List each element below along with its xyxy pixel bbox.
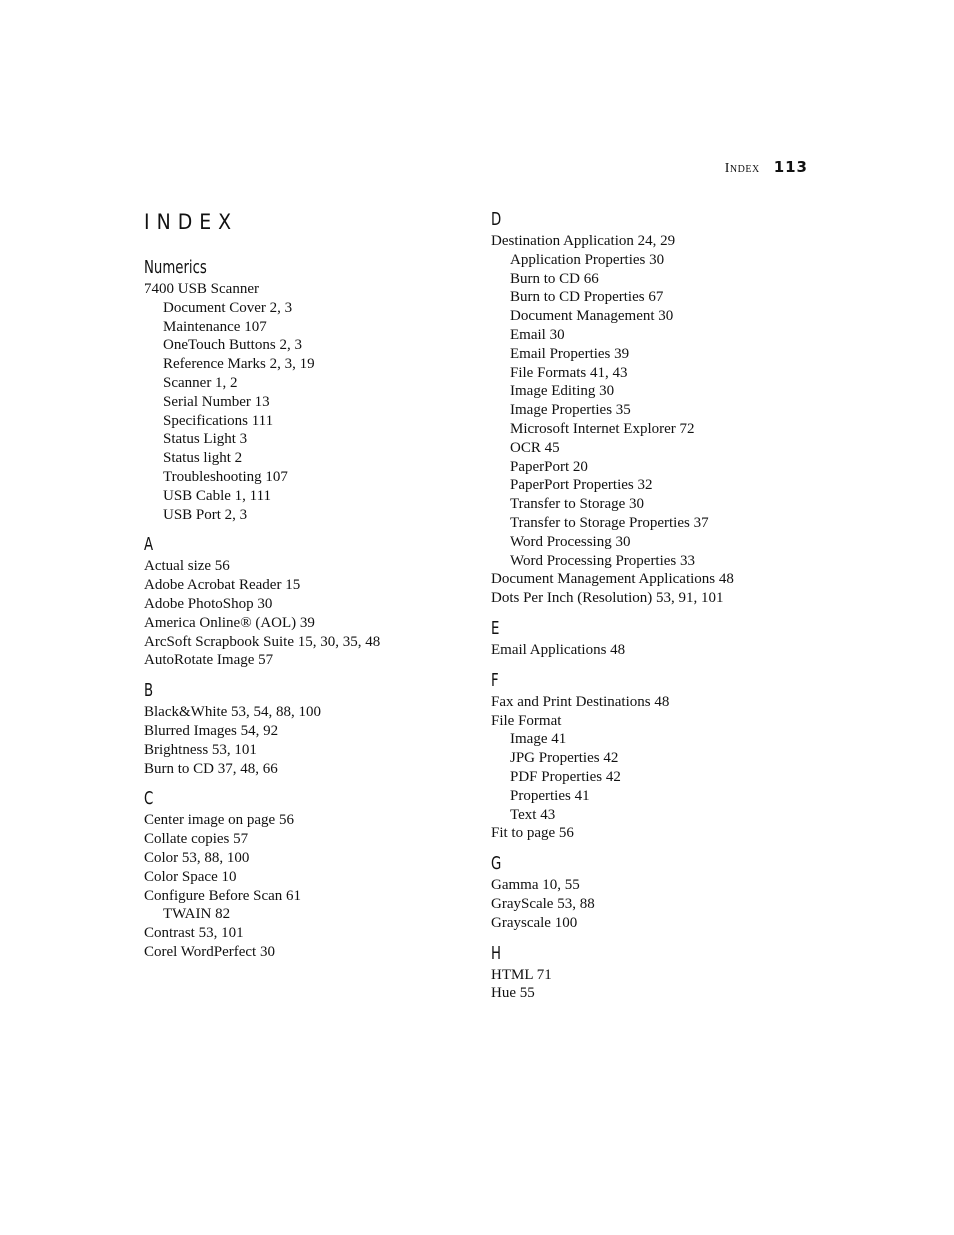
index-letter-heading: A	[144, 534, 154, 556]
index-subentry: PDF Properties 42	[510, 768, 621, 785]
index-letter-heading: B	[144, 680, 154, 702]
index-subentry: Transfer to Storage Properties 37	[510, 514, 709, 531]
index-entry: Hue 55	[491, 985, 535, 1002]
index-subentry: Specifications 111	[163, 412, 274, 429]
index-subentry: Maintenance 107	[163, 318, 267, 335]
index-letter-heading: Numerics	[144, 257, 207, 278]
index-subentry: OCR 45	[510, 439, 560, 456]
index-entry: Blurred Images 54, 92	[144, 722, 279, 739]
index-letter-heading: G	[491, 853, 502, 875]
index-subentry: Email 30	[510, 326, 565, 343]
index-entry: Configure Before Scan 61	[144, 887, 302, 904]
index-subentry: TWAIN 82	[163, 906, 231, 923]
index-subentry: Image Editing 30	[510, 383, 615, 400]
index-subentry: Image 41	[510, 731, 567, 748]
index-letter-heading: C	[144, 788, 154, 810]
index-entry: Email Applications 48	[491, 641, 626, 658]
index-entry: Dots Per Inch (Resolution) 53, 91, 101	[491, 590, 724, 607]
index-column-right	[491, 208, 811, 1003]
index-entry: AutoRotate Image 57	[144, 652, 274, 669]
index-subentry: Email Properties 39	[510, 345, 630, 362]
index-subentry: Application Properties 30	[510, 251, 665, 268]
index-subentry: Serial Number 13	[163, 393, 270, 410]
index-subentry: OneTouch Buttons 2, 3	[163, 337, 302, 354]
index-subentry: Image Properties 35	[510, 402, 631, 419]
index-subentry: JPG Properties 42	[510, 750, 619, 767]
index-entry: Document Management Applications 48	[491, 571, 734, 588]
index-subentry: Properties 41	[510, 787, 590, 804]
index-subentry: Burn to CD 66	[510, 270, 599, 287]
index-letter-heading: E	[491, 617, 500, 639]
index-subentry: Troubleshooting 107	[163, 468, 288, 485]
index-entry: Color Space 10	[144, 868, 237, 885]
index-entry: Collate copies 57	[144, 831, 249, 848]
index-entry: 7400 USB Scanner	[144, 281, 259, 297]
running-header-title: Index	[724, 161, 760, 176]
index-entry: Contrast 53, 101	[144, 925, 244, 942]
index-column-left	[144, 256, 474, 962]
index-subentry: Transfer to Storage 30	[510, 496, 645, 513]
index-entry: Black&White 53, 54, 88, 100	[144, 704, 322, 721]
index-entry: Fax and Print Destinations 48	[491, 693, 670, 710]
index-subentry: Status light 2	[163, 450, 243, 467]
index-subentry: File Formats 41, 43	[510, 364, 628, 381]
index-subentry: PaperPort Properties 32	[510, 477, 653, 494]
index-subentry: USB Cable 1, 111	[163, 487, 272, 504]
index-subentry: PaperPort 20	[510, 458, 588, 475]
index-subentry: Microsoft Internet Explorer 72	[510, 420, 695, 437]
index-letter-heading: D	[491, 209, 502, 230]
index-entry: HTML 71	[491, 966, 552, 983]
index-subentry: Document Cover 2, 3	[163, 299, 293, 316]
index-title: INDEX	[144, 210, 239, 234]
index-letter-heading: F	[491, 669, 499, 691]
running-header	[725, 158, 808, 178]
index-entry: Destination Application 24, 29	[491, 233, 676, 249]
page-number: 113	[773, 158, 808, 176]
index-subentry: Text 43	[510, 806, 556, 823]
index-subentry: Word Processing 30	[510, 533, 631, 550]
index-entry: Gamma 10, 55	[491, 877, 580, 894]
index-entry: Adobe PhotoShop 30	[144, 595, 273, 612]
index-subentry: Document Management 30	[510, 308, 674, 325]
index-entry: GrayScale 53, 88	[491, 895, 595, 912]
index-entry: Actual size 56	[144, 558, 230, 575]
index-entry: Burn to CD 37, 48, 66	[144, 760, 278, 777]
index-entry: ArcSoft Scrapbook Suite 15, 30, 35, 48	[144, 633, 381, 650]
index-subentry: USB Port 2, 3	[163, 506, 248, 523]
index-entry: Center image on page 56	[144, 812, 294, 829]
index-subentry: Burn to CD Properties 67	[510, 289, 664, 306]
index-subentry: Reference Marks 2, 3, 19	[163, 356, 315, 373]
index-subentry: Scanner 1, 2	[163, 374, 238, 391]
index-letter-heading: H	[491, 942, 501, 964]
index-subentry: Status Light 3	[163, 431, 248, 448]
index-entry: America Online® (AOL) 39	[144, 614, 315, 631]
index-entry: Fit to page 56	[491, 825, 574, 842]
index-subentry: Word Processing Properties 33	[510, 552, 696, 569]
index-entry: Grayscale 100	[491, 914, 578, 931]
index-entry: Corel WordPerfect 30	[144, 943, 275, 960]
index-entry: File Format	[491, 712, 562, 729]
index-entry: Color 53, 88, 100	[144, 849, 250, 866]
index-entry: Brightness 53, 101	[144, 741, 257, 758]
index-entry: Adobe Acrobat Reader 15	[144, 577, 301, 594]
